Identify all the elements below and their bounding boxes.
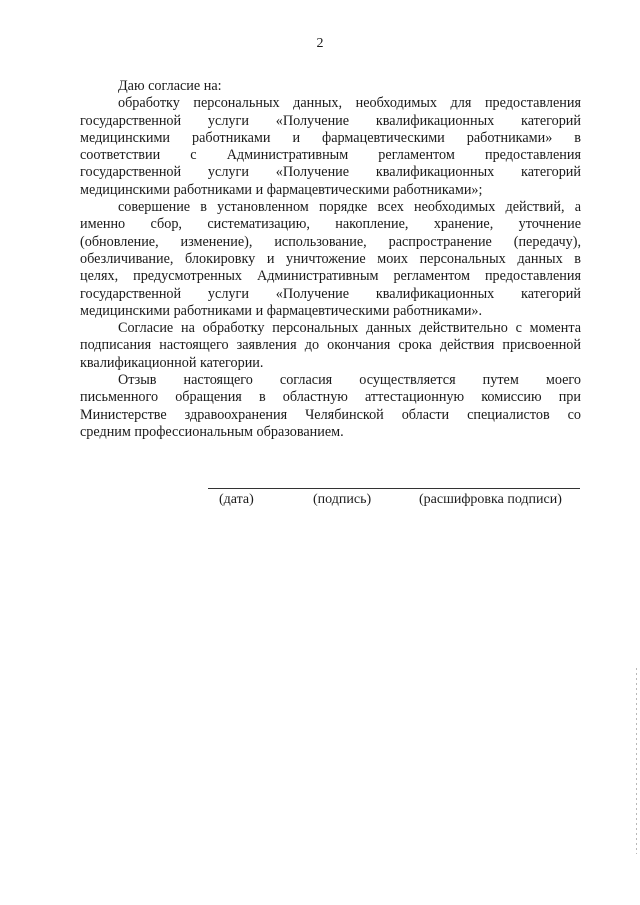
page-number: 2 bbox=[316, 36, 324, 51]
text-line: государственной услуги «Получение квалификационных категорий bbox=[80, 112, 581, 129]
text-line: Согласие на обработку персональных данных действительно с момента bbox=[118, 320, 581, 337]
text-line: медицинскими работниками и фармацевтическими работниками». bbox=[80, 302, 483, 319]
text-line: Отзыв настоящего согласия осуществляется путем моего bbox=[118, 372, 581, 389]
signature-decoding-label: (расшифровка подписи) bbox=[419, 492, 562, 507]
signature-label: (подпись) bbox=[313, 492, 372, 507]
text-line: целях, предусмотренных Административным регламентом предоставления bbox=[80, 268, 581, 285]
consent-heading: Даю согласие на: bbox=[118, 78, 222, 94]
text-line: Министерстве здравоохранения Челябинской области специалистов со bbox=[80, 406, 581, 423]
text-line: государственной услуги «Получение квалификационных категорий bbox=[80, 285, 581, 302]
text-line: медицинскими работниками и фармацевтическими работниками» в bbox=[80, 129, 581, 146]
scan-edge-mark bbox=[636, 668, 637, 854]
text-line: медицинскими работниками и фармацевтическими работниками»; bbox=[80, 181, 483, 198]
text-line: квалификационной категории. bbox=[80, 354, 264, 371]
text-line: (обновление, изменение), использование, распространение (передачу), bbox=[80, 233, 581, 250]
text-line: обезличивание, блокировку и уничтожение моих персональных данных в bbox=[80, 250, 581, 267]
signature-line bbox=[208, 488, 580, 489]
text-line: подписания настоящего заявления до окончания срока действия присвоенной bbox=[80, 337, 581, 354]
date-label: (дата) bbox=[219, 492, 254, 507]
text-line: именно сбор, систематизацию, накопление, хранение, уточнение bbox=[80, 216, 581, 233]
text-line: средним профессиональным образованием. bbox=[80, 423, 344, 440]
text-line: государственной услуги «Получение квалификационных категорий bbox=[80, 164, 581, 181]
text-line: соответствии с Административным регламентом предоставления bbox=[80, 147, 581, 164]
text-line: письменного обращения в областную аттестационную комиссию при bbox=[80, 389, 581, 406]
text-line: совершение в установленном порядке всех необходимых действий, а bbox=[118, 199, 581, 216]
text-line: обработку персональных данных, необходимых для предоставления bbox=[118, 95, 581, 112]
consent-text bbox=[80, 78, 581, 441]
